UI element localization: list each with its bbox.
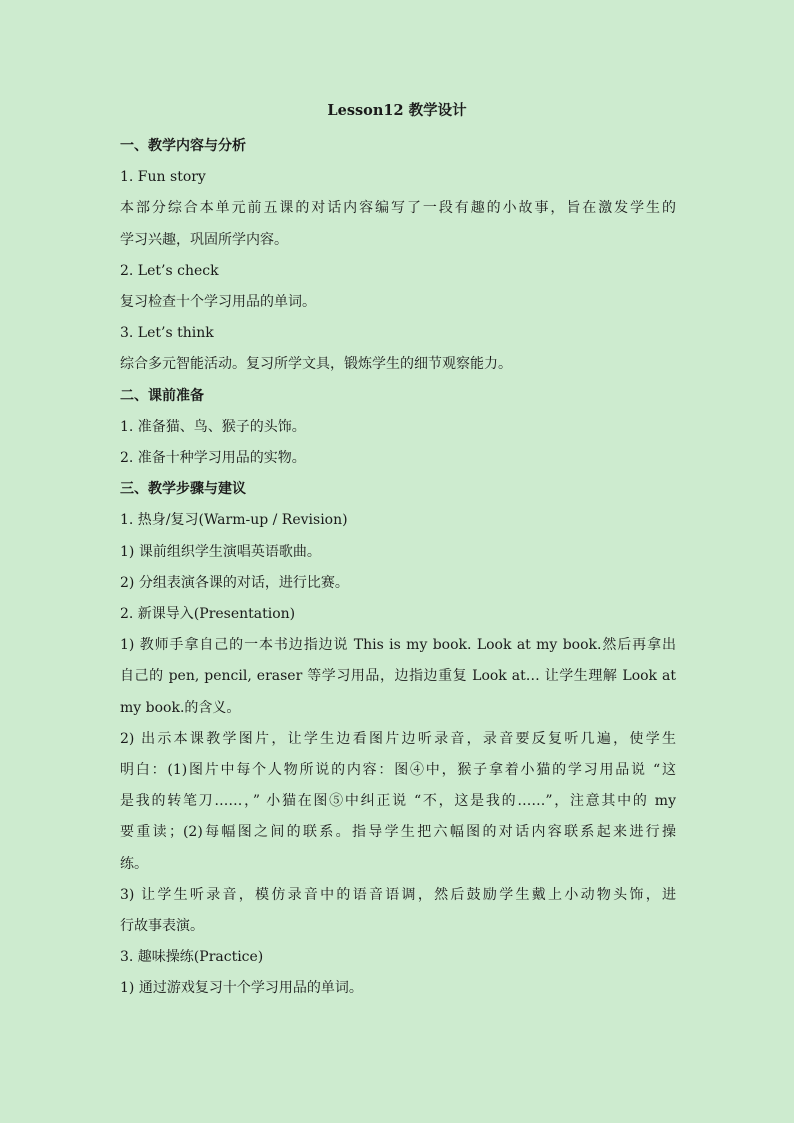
text-line: 1) 通过游戏复习十个学习用品的单词。 [120,980,363,997]
text-line: 本部分综合本单元前五课的对话内容编写了一段有趣的小故事，旨在激发学生的 [120,200,676,217]
document-body [120,131,676,1005]
text-line: 要重读；(2)每幅图之间的联系。指导学生把六幅图的对话内容联系起来进行操 [120,824,676,841]
text-line: 复习检查十个学习用品的单词。 [120,294,316,311]
text-line: 1. 准备猫、鸟、猴子的头饰。 [120,418,306,435]
text-line: 3. 趣味操练(Practice) [120,949,264,966]
section-heading: 一、教学内容与分析 [120,138,246,154]
text-line: 2. 准备十种学习用品的实物。 [120,450,306,467]
text-line: 2. 新课导入(Presentation) [120,606,296,623]
text-line: 3) 让学生听录音，模仿录音中的语音语调，然后鼓励学生戴上小动物头饰，进 [120,886,676,903]
section-heading: 三、教学步骤与建议 [120,481,246,498]
text-line: 明白：(1)图片中每个人物所说的内容：图④中，猴子拿着小猫的学习用品说 “这 [120,762,676,779]
text-line: my book.的含义。 [120,699,241,716]
text-line: 3. Let’s think [120,325,214,342]
text-line: 学习兴趣，巩固所学内容。 [120,231,288,248]
text-line: 1. Fun story [120,169,206,186]
section-heading: 二、课前准备 [120,387,204,404]
text-line: 综合多元智能活动。复习所学文具，锻炼学生的细节观察能力。 [120,356,512,373]
text-line: 1) 课前组织学生演唱英语歌曲。 [120,543,321,560]
text-line: 2) 出示本课教学图片，让学生边看图片边听录音，录音要反复听几遍，使学生 [120,730,676,747]
page-title: Lesson12 教学设计 [327,102,467,119]
text-line: 练。 [120,855,148,872]
text-line: 自己的 pen, pencil, eraser 等学习用品，边指边重复 Look at… 让学生理解 Look at [120,668,676,685]
text-line: 是我的转笔刀……，” 小猫在图⑤中纠正说 “不，这是我的……”，注意其中的 my [120,793,676,810]
text-line: 行故事表演。 [120,918,204,935]
text-line: 2. Let’s check [120,262,219,279]
text-line: 1. 热身/复习(Warm-up / Revision) [120,512,348,529]
text-line: 1) 教师手拿自己的一本书边指边说 This is my book. Look at my book.然后再拿出 [120,637,676,654]
text-line: 2) 分组表演各课的对话，进行比赛。 [120,574,349,591]
